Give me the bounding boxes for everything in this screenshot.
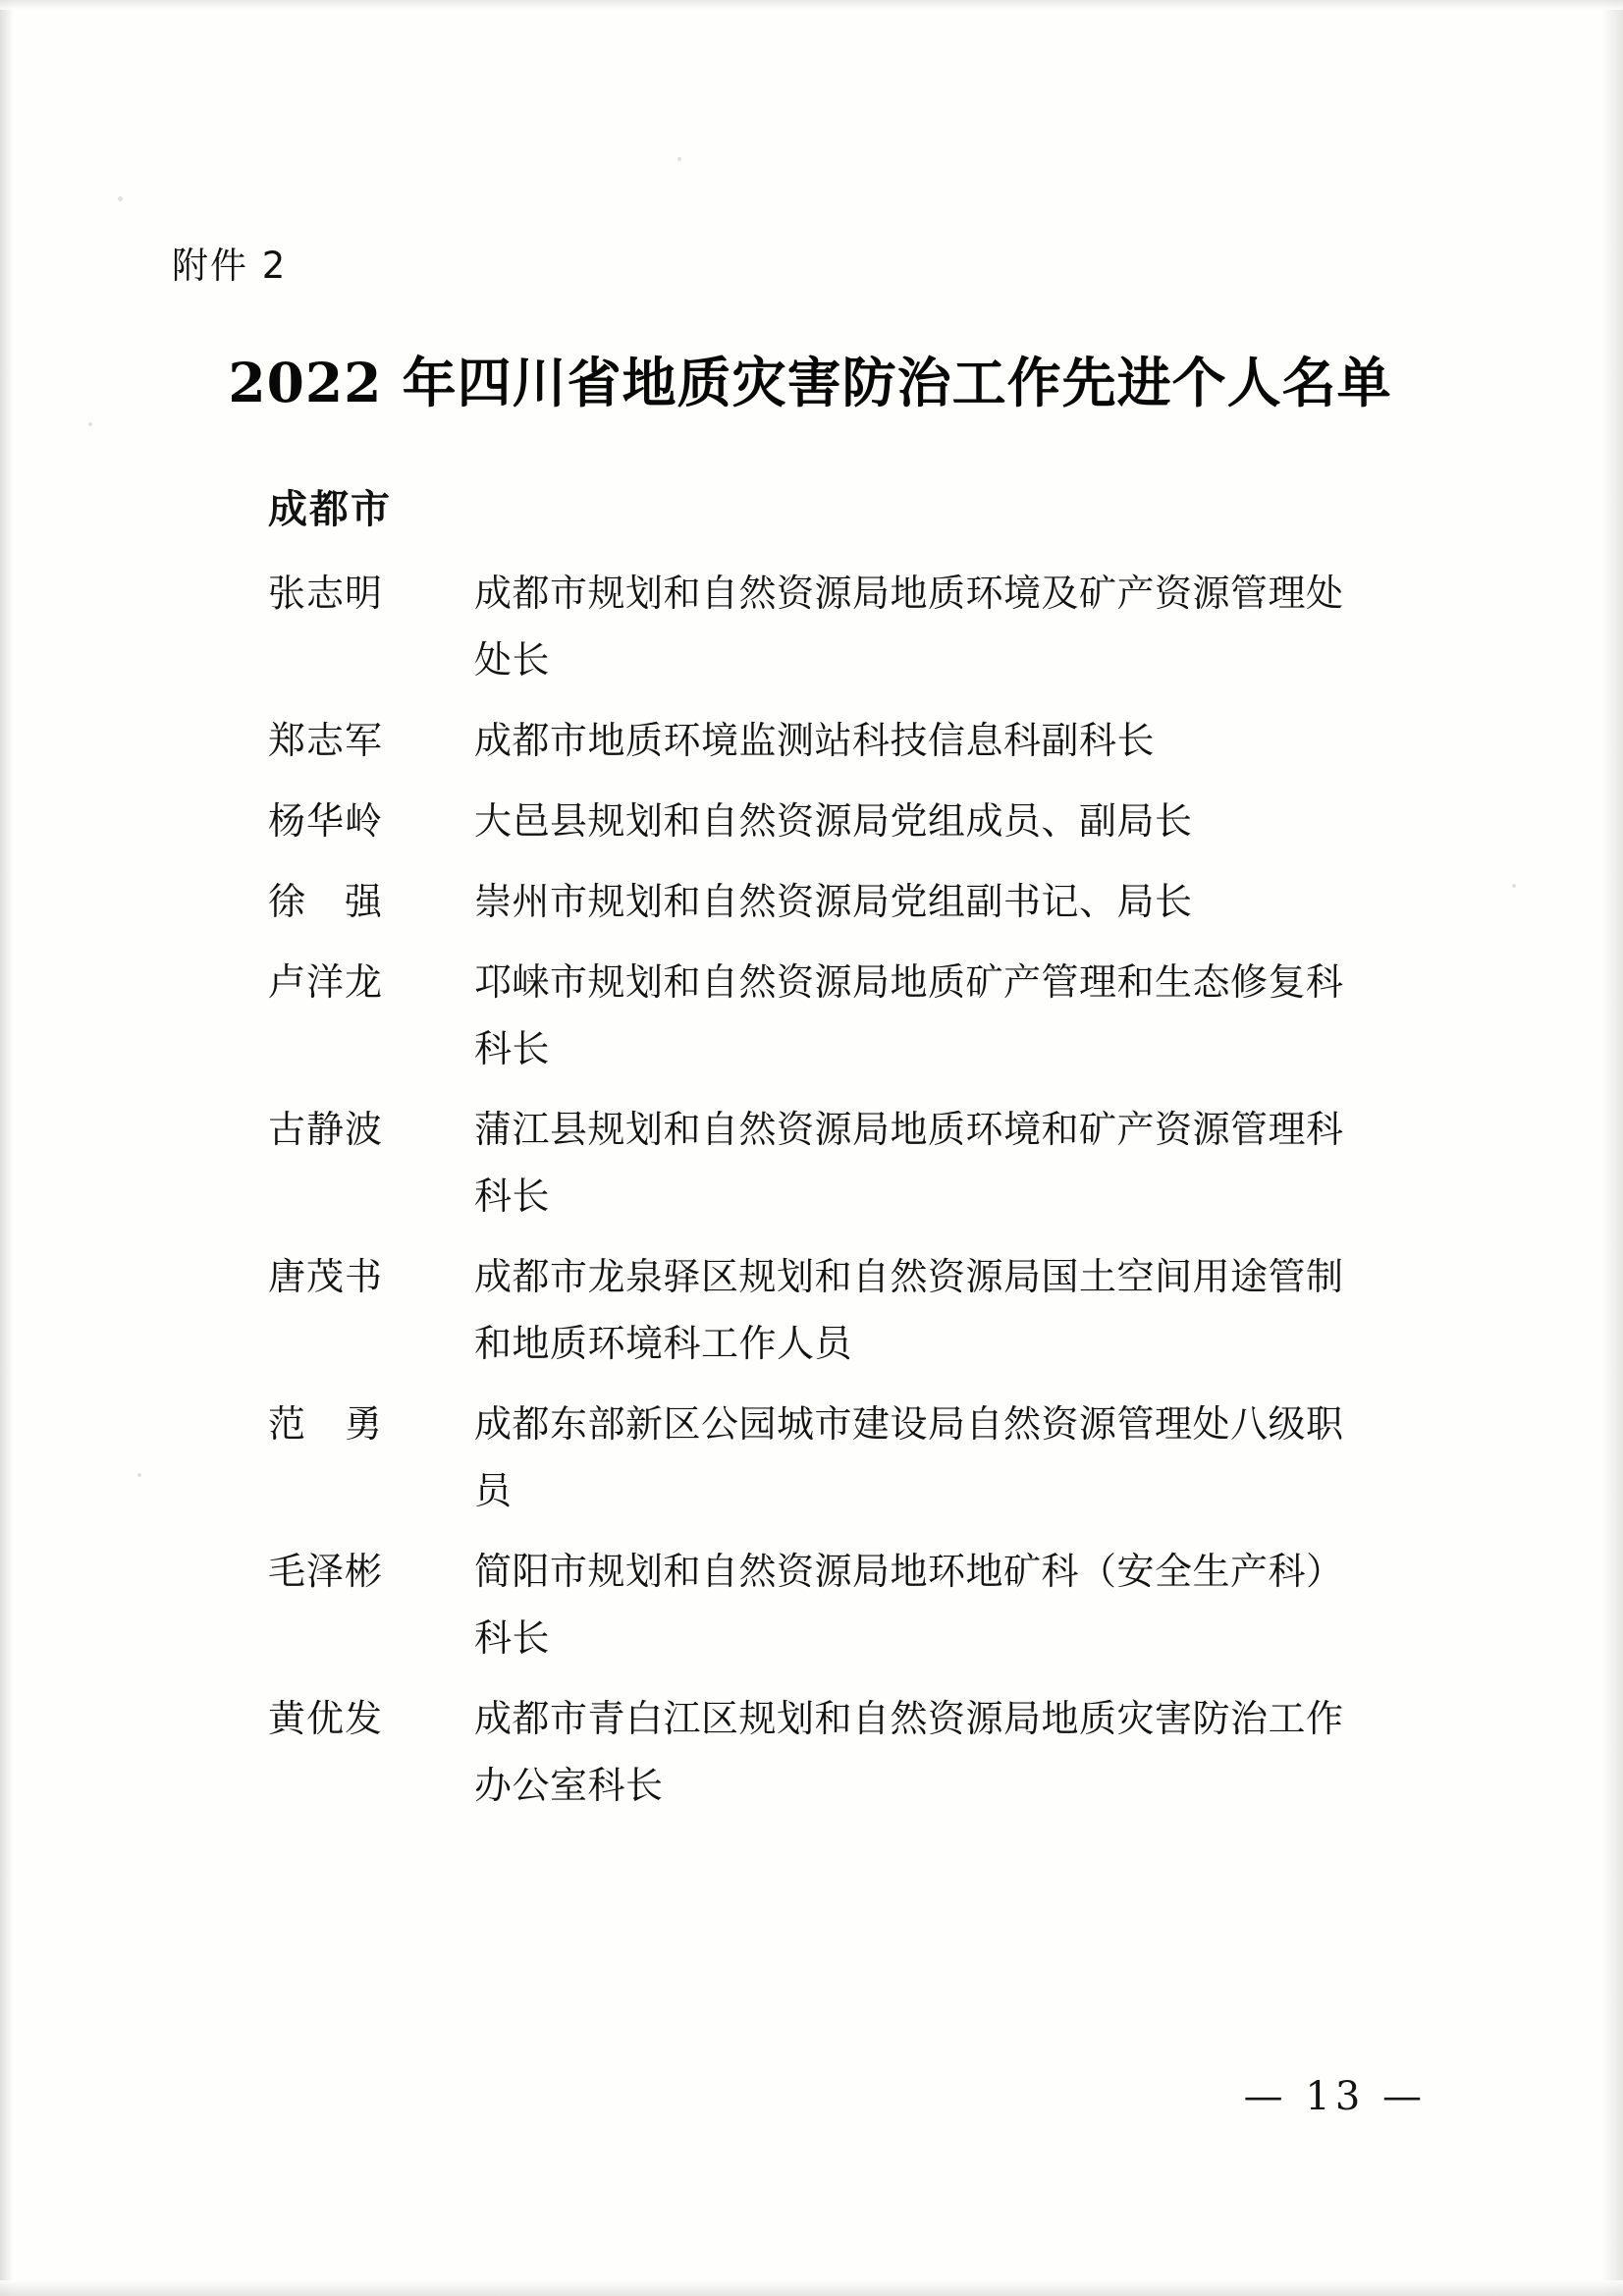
scan-speck — [88, 422, 92, 426]
honoree-title: 邛崃市规划和自然资源局地质矿产管理和生态修复科科长 — [474, 960, 1344, 1070]
honoree-title: 成都市龙泉驿区规划和自然资源局国土空间用途管制和地质环境科工作人员 — [474, 1255, 1344, 1365]
scan-speck — [1512, 884, 1516, 888]
honoree-name: 卢洋龙 — [268, 960, 384, 1004]
list-item — [172, 949, 1448, 1082]
scan-edge-left — [0, 0, 14, 2296]
page-number: — 13 — — [1243, 2074, 1427, 2119]
honoree-name: 张志明 — [268, 572, 384, 615]
scan-edge-right — [1601, 0, 1623, 2296]
list-item — [172, 1096, 1448, 1230]
scan-speck — [677, 157, 681, 161]
honoree-name: 毛泽彬 — [268, 1550, 384, 1593]
region-heading-chengdu: 成都市 — [268, 487, 392, 532]
honoree-name: 徐 强 — [268, 880, 384, 923]
document-content — [172, 236, 1448, 1832]
honoree-title: 成都东部新区公园城市建设局自然资源管理处八级职员 — [474, 1402, 1344, 1512]
list-item — [172, 1538, 1448, 1671]
scan-edge-bottom — [0, 2280, 1623, 2296]
honoree-title: 蒲江县规划和自然资源局地质环境和矿产资源管理科科长 — [474, 1108, 1344, 1218]
honoree-name: 杨华岭 — [268, 799, 384, 843]
scan-speck — [137, 1473, 141, 1477]
page-title: 2022 年四川省地质灾害防治工作先进个人名单 — [228, 351, 1392, 414]
honoree-title: 简阳市规划和自然资源局地环地矿科（安全生产科）科长 — [474, 1550, 1344, 1660]
honoree-name: 范 勇 — [268, 1402, 384, 1446]
honoree-list — [172, 560, 1448, 1819]
honoree-name: 唐茂书 — [268, 1255, 384, 1298]
honoree-name: 黄优发 — [268, 1697, 384, 1740]
list-item — [172, 560, 1448, 693]
scan-speck — [118, 196, 123, 201]
list-item — [172, 1685, 1448, 1819]
honoree-title: 崇州市规划和自然资源局党组副书记、局长 — [474, 880, 1193, 923]
list-item — [172, 868, 1448, 935]
honoree-title: 成都市青白江区规划和自然资源局地质灾害防治工作办公室科长 — [474, 1697, 1344, 1807]
list-item — [172, 788, 1448, 854]
list-item — [172, 707, 1448, 774]
honoree-title: 成都市规划和自然资源局地质环境及矿产资源管理处处长 — [474, 572, 1344, 682]
honoree-title: 大邑县规划和自然资源局党组成员、副局长 — [474, 799, 1193, 843]
honoree-name: 郑志军 — [268, 719, 384, 762]
list-item — [172, 1391, 1448, 1524]
list-item — [172, 1243, 1448, 1377]
honoree-name: 古静波 — [268, 1108, 384, 1151]
honoree-title: 成都市地质环境监测站科技信息科副科长 — [474, 719, 1156, 762]
scan-edge-top — [0, 0, 1623, 10]
attachment-label: 附件 2 — [172, 245, 288, 287]
